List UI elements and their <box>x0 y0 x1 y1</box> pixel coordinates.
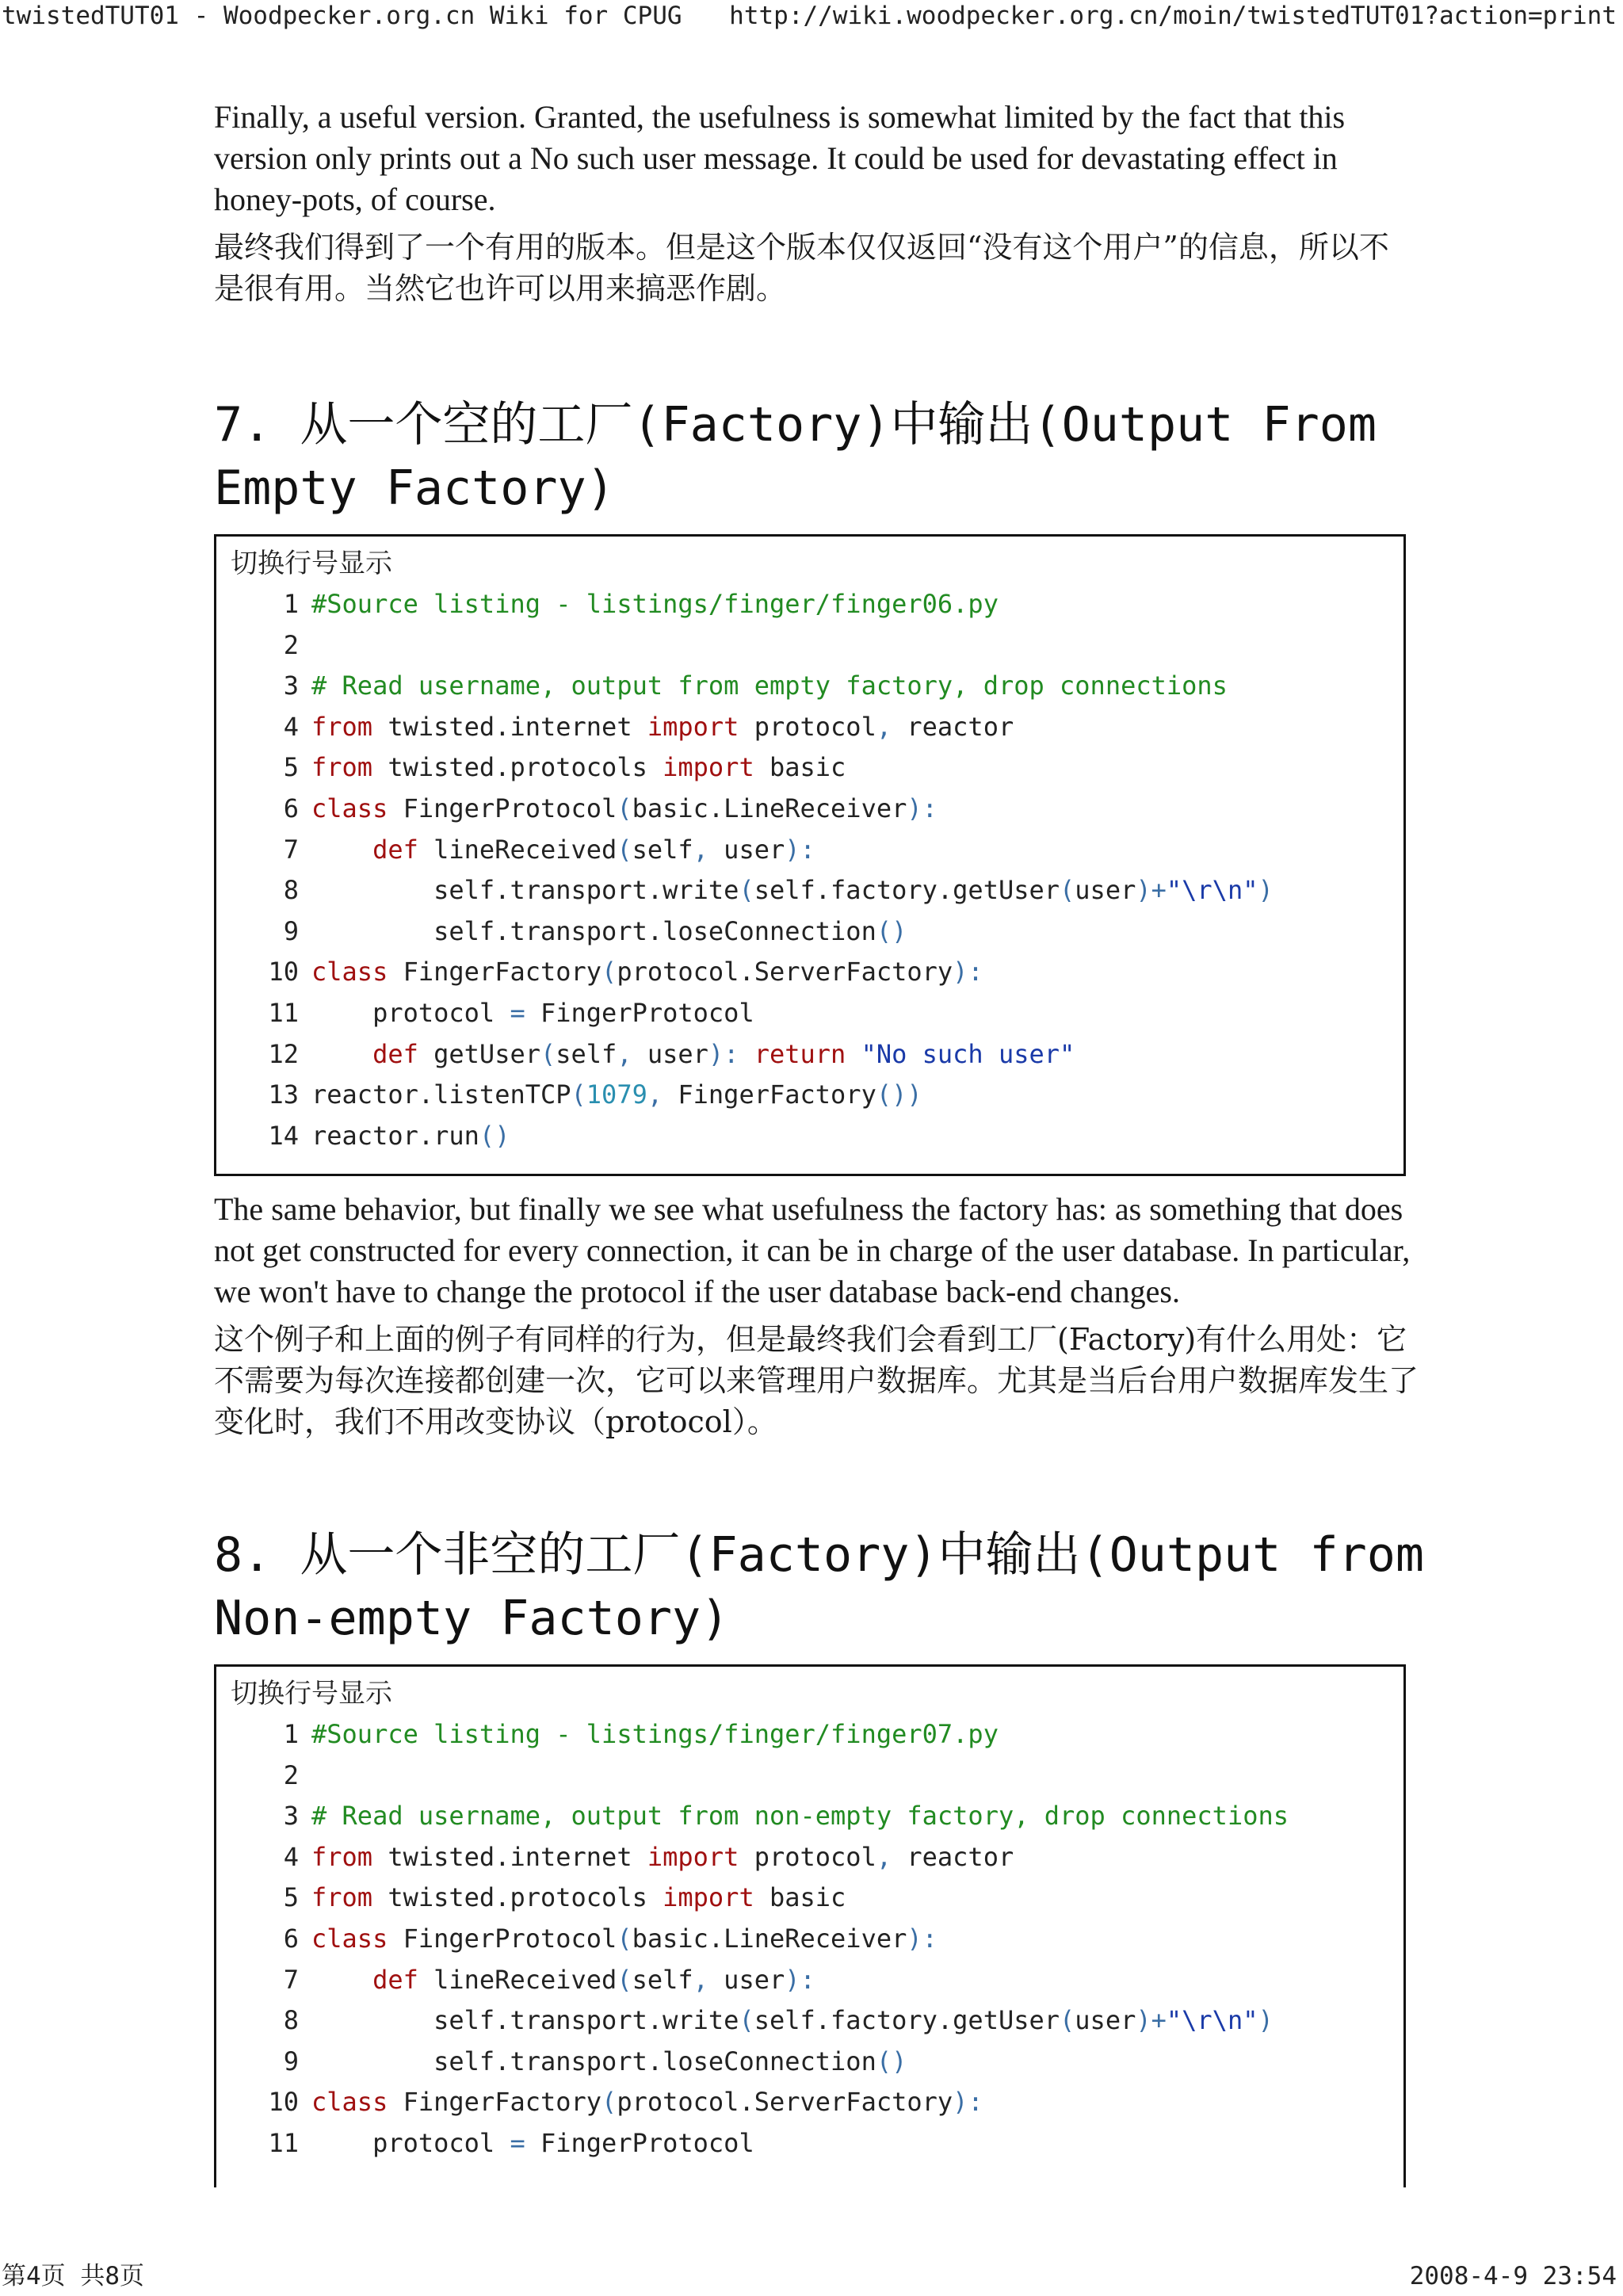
code-text: def getUser(self, user): return "No such user" <box>372 1038 1075 1069</box>
code-lines <box>216 1714 1403 2164</box>
code-text: #Source listing - listings/finger/finger06.py <box>311 589 999 619</box>
line-number: 5 <box>283 1882 299 1913</box>
code-line <box>216 1075 1403 1116</box>
mid-paragraph-en: The same behavior, but finally we see what usefulness the factory has: as something that does not get constructed for every connection, it can be in charge of the user database. In particular, we won't have to change the protocol if the user database back-end changes. <box>214 1191 1411 1309</box>
code-line <box>216 1837 1403 1878</box>
code-text: # Read username, output from non-empty factory, drop connections <box>311 1801 1289 1832</box>
code-text: self.transport.loseConnection() <box>311 2046 907 2076</box>
line-number: 3 <box>283 670 299 701</box>
line-number: 1 <box>283 589 299 619</box>
code-text: protocol = FingerProtocol <box>311 997 754 1028</box>
code-line <box>216 1714 1403 1755</box>
line-number: 11 <box>268 2127 299 2158</box>
code-text: reactor.run() <box>311 1120 510 1151</box>
line-number: 9 <box>283 2046 299 2076</box>
code-line <box>216 584 1403 625</box>
line-number: 3 <box>283 1801 299 1832</box>
code-line <box>216 1796 1403 1837</box>
code-text: reactor.listenTCP(1079, FingerFactory()) <box>311 1079 922 1110</box>
code-line <box>216 911 1403 953</box>
line-number: 2 <box>283 629 299 660</box>
code-text: #Source listing - listings/finger/finger07.py <box>311 1719 999 1749</box>
intro-paragraph-zh: 最终我们得到了一个有用的版本。但是这个版本仅仅返回“没有这个用户”的信息，所以不是很有用。当然它也许可以用来搞恶作剧。 <box>214 230 1389 306</box>
code-text: def lineReceived(self, user): <box>372 834 815 865</box>
line-number: 6 <box>283 1923 299 1954</box>
toggle-line-numbers-link[interactable]: 切换行号显示 <box>231 548 392 579</box>
code-listing-finger07 <box>214 1664 1406 2187</box>
line-number: 10 <box>268 957 299 988</box>
code-listing-finger06 <box>214 534 1406 1176</box>
section-8-heading: 8. 从一个非空的工厂(Factory)中输出(Output from Non-empty Factory) <box>214 1527 1424 1646</box>
code-text: protocol = FingerProtocol <box>311 2127 754 2158</box>
print-header-title: twistedTUT01 - Woodpecker.org.cn Wiki for CPUG <box>2 2 682 30</box>
print-header-url: http://wiki.woodpecker.org.cn/moin/twistedTUT01?action=print <box>729 2 1617 30</box>
code-line <box>216 870 1403 911</box>
code-line <box>216 747 1403 789</box>
code-text: self.transport.write(self.factory.getUser(user)+"\r\n") <box>311 2005 1274 2036</box>
toggle-line-numbers-link[interactable]: 切换行号显示 <box>231 1678 392 1710</box>
code-line <box>216 993 1403 1034</box>
line-number: 7 <box>283 834 299 865</box>
line-number: 12 <box>268 1038 299 1069</box>
code-text: class FingerProtocol(basic.LineReceiver): <box>311 1923 938 1954</box>
code-lines <box>216 584 1403 1156</box>
line-number: 6 <box>283 793 299 823</box>
line-number: 8 <box>283 875 299 906</box>
code-text: self.transport.write(self.factory.getUser(user)+"\r\n") <box>311 875 1274 906</box>
intro-paragraph-en: Finally, a useful version. Granted, the usefulness is somewhat limited by the fact that this version only prints out a No such user message. It could be used for devastating effect in honey-pots, of course. <box>214 99 1346 217</box>
code-text: class FingerFactory(protocol.ServerFactory): <box>311 957 983 988</box>
code-text: class FingerProtocol(basic.LineReceiver): <box>311 793 938 823</box>
line-number: 4 <box>283 1841 299 1872</box>
section-7-heading: 7. 从一个空的工厂(Factory)中输出(Output From Empty Factory) <box>214 397 1377 516</box>
code-line <box>216 1755 1403 1797</box>
code-text: self.transport.loseConnection() <box>311 915 907 946</box>
code-line <box>216 666 1403 707</box>
line-number: 1 <box>283 1719 299 1749</box>
code-line <box>216 2123 1403 2164</box>
code-line <box>216 707 1403 748</box>
code-line <box>216 2000 1403 2042</box>
line-number: 11 <box>268 997 299 1028</box>
line-number: 4 <box>283 711 299 742</box>
code-line <box>216 1919 1403 1960</box>
code-line <box>216 1878 1403 1919</box>
mid-paragraph-zh: 这个例子和上面的例子有同样的行为，但是最终我们会看到工厂(Factory)有什么用处：它不需要为每次连接都创建一次，它可以来管理用户数据库。尤其是当后台用户数据库发生了变化时，我们不用改变协议（protocol）。 <box>214 1322 1419 1439</box>
line-number: 10 <box>268 2087 299 2118</box>
line-number: 9 <box>283 915 299 946</box>
code-text: from twisted.protocols import basic <box>311 1882 846 1913</box>
line-number: 13 <box>268 1079 299 1110</box>
code-text: from twisted.internet import protocol, reactor <box>311 1841 1014 1872</box>
line-number: 14 <box>268 1120 299 1151</box>
code-line <box>216 789 1403 830</box>
code-text: from twisted.protocols import basic <box>311 752 846 783</box>
line-number: 5 <box>283 752 299 783</box>
line-number: 7 <box>283 1964 299 1995</box>
code-line <box>216 2042 1403 2083</box>
code-text: from twisted.internet import protocol, reactor <box>311 711 1014 742</box>
line-number: 2 <box>283 1759 299 1790</box>
code-line <box>216 1034 1403 1075</box>
code-text: class FingerFactory(protocol.ServerFactory): <box>311 2087 983 2118</box>
page-number: 第4页 共8页 <box>2 2262 144 2290</box>
line-number: 8 <box>283 2005 299 2036</box>
code-line <box>216 2082 1403 2123</box>
code-text: def lineReceived(self, user): <box>372 1964 815 1995</box>
print-timestamp: 2008-4-9 23:54 <box>1409 2262 1617 2290</box>
code-line <box>216 952 1403 993</box>
code-text: # Read username, output from empty factory, drop connections <box>311 670 1228 701</box>
code-line <box>216 625 1403 667</box>
code-line <box>216 830 1403 871</box>
code-line <box>216 1960 1403 2001</box>
code-line <box>216 1116 1403 1157</box>
